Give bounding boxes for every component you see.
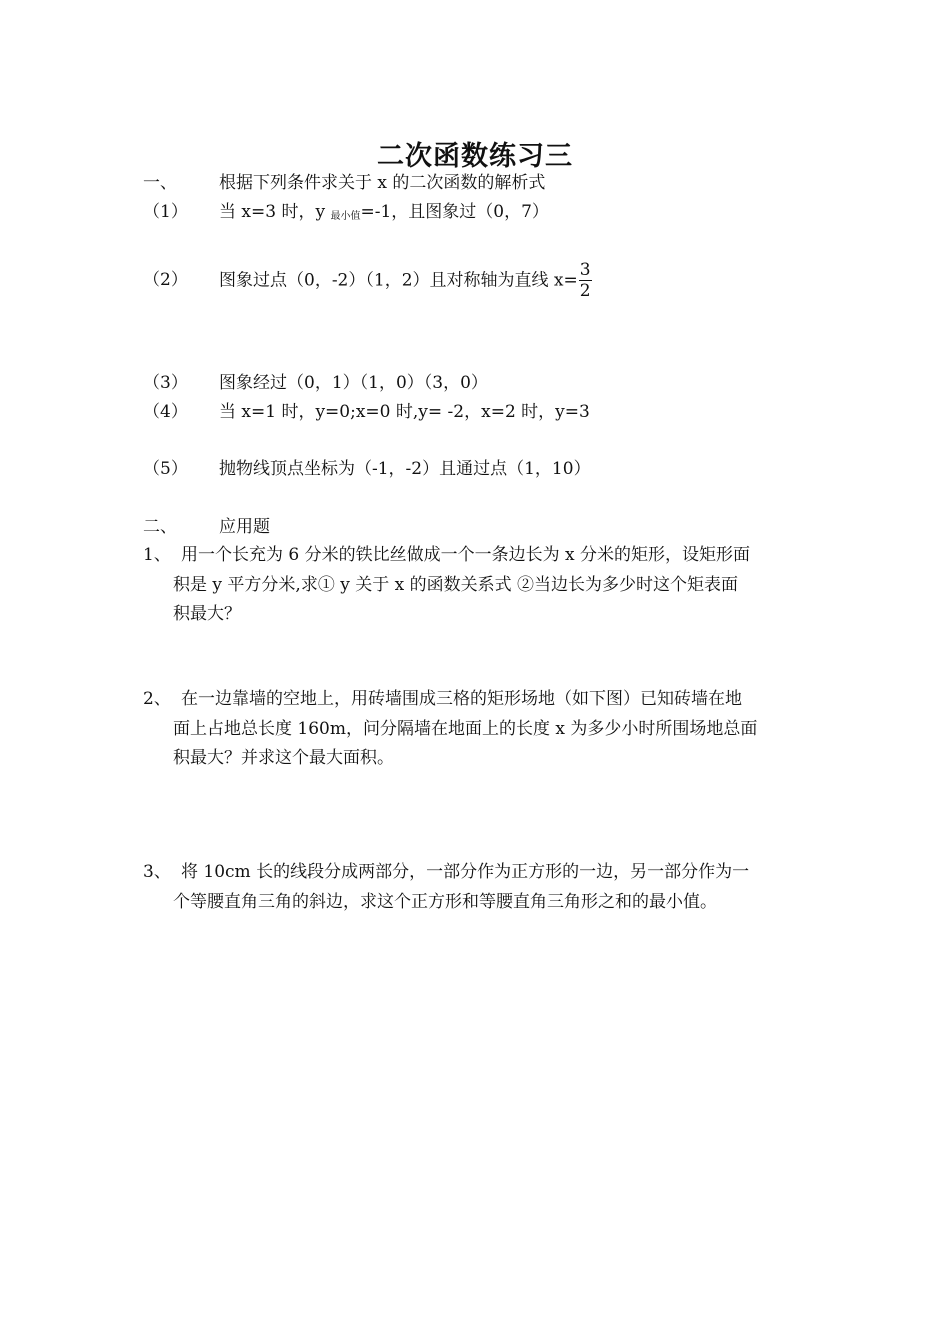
problem-1-line-3: 积最大？ xyxy=(173,604,241,624)
item-1-text-a: 当 x=3 时，y xyxy=(219,202,331,222)
item-1-number: （1） xyxy=(143,202,188,222)
item-2-text-main: 图象过点（0，-2）（1，2）且对称轴为直线 x= xyxy=(219,270,578,291)
page-title: 二次函数练习三 xyxy=(377,141,573,172)
problem-3-line-2: 个等腰直角三角的斜边，求这个正方形和等腰直角三角形之和的最小值。 xyxy=(173,891,717,912)
fraction-numerator: 3 xyxy=(579,260,591,280)
section-2-heading: 应用题 xyxy=(219,517,270,537)
problem-1-number: 1、 xyxy=(143,545,171,565)
fraction-three-halves xyxy=(579,260,592,301)
problem-2-line-2: 面上占地总长度 160m，问分隔墙在地面上的长度 x 为多少小时所围场地总面 xyxy=(173,718,758,739)
problem-2-line-1: 在一边靠墙的空地上，用砖墙围成三格的矩形场地（如下图）已知砖墙在地 xyxy=(181,689,742,709)
item-3-number: （3） xyxy=(143,373,188,393)
problem-2 xyxy=(143,685,813,774)
item-5-number: （5） xyxy=(143,459,188,479)
item-3-text: 图象经过（0，1）（1，0）（3，0） xyxy=(219,373,488,393)
section-2-number: 二、 xyxy=(143,517,177,537)
item-5-text: 抛物线顶点坐标为（-1，-2）且通过点（1，10） xyxy=(219,459,591,479)
item-2 xyxy=(0,260,950,310)
problem-3 xyxy=(143,858,813,917)
item-1-text xyxy=(219,201,549,228)
problem-1-line-2: 积是 y 平方分米,求① y 关于 x 的函数关系式 ②当边长为多少时这个矩表面 xyxy=(173,574,739,595)
item-1-text-b: =-1，且图象过（0，7） xyxy=(360,202,549,222)
problem-1-line-1: 用一个长充为 6 分米的铁比丝做成一个一条边长为 x 分米的矩形，设矩形面 xyxy=(181,545,751,565)
fraction-denominator: 2 xyxy=(579,281,591,301)
section-1-number: 一、 xyxy=(143,173,177,193)
problem-3-line-1: 将 10cm 长的线段分成两部分，一部分作为正方形的一边，另一部分作为一 xyxy=(181,862,750,882)
problem-2-text xyxy=(173,685,813,774)
problem-2-line-3: 积最大？并求这个最大面积。 xyxy=(173,748,394,768)
item-1-subscript: 最小值 xyxy=(330,211,361,222)
problem-3-number: 3、 xyxy=(143,862,171,882)
section-1-heading: 根据下列条件求关于 x 的二次函数的解析式 xyxy=(219,173,546,193)
item-2-number: （2） xyxy=(143,270,188,290)
item-4-number: （4） xyxy=(143,402,188,422)
problem-3-text xyxy=(173,858,813,917)
item-2-text xyxy=(219,260,592,301)
problem-1 xyxy=(143,541,813,630)
item-4-text: 当 x=1 时，y=0;x=0 时,y= -2，x=2 时，y=3 xyxy=(219,402,590,422)
problem-2-number: 2、 xyxy=(143,689,171,709)
problem-1-text xyxy=(173,541,813,630)
